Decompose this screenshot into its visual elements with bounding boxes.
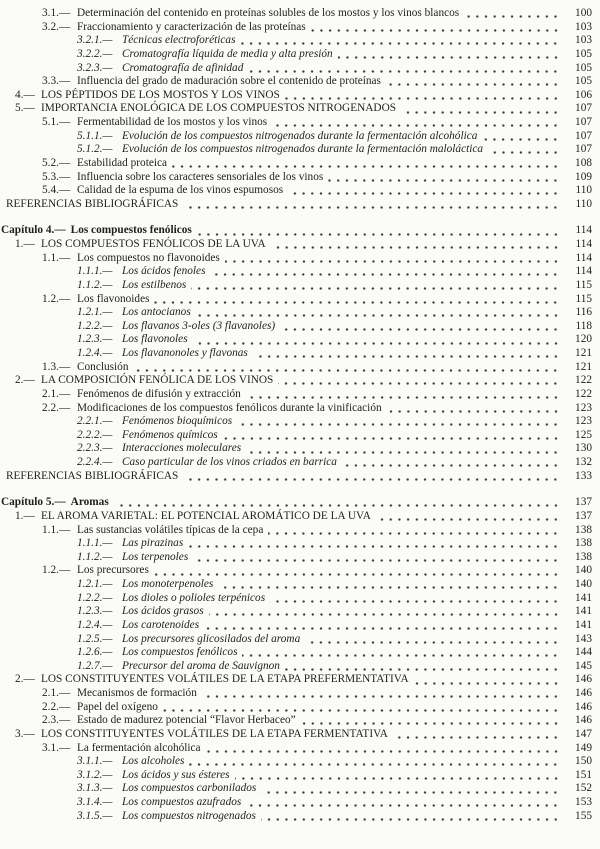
entry-page-number: 122 — [575, 374, 592, 387]
toc-entry — [1, 769, 592, 783]
entry-title: Evolución de los compuestos nitrogenados durante la fermentación maloláctica — [122, 143, 484, 156]
toc-entry — [1, 646, 592, 660]
dot-leader — [272, 124, 560, 127]
dot-leader — [223, 437, 560, 440]
dot-leader — [278, 382, 560, 385]
entry-title: Los flavanonoles y flavonas — [122, 347, 248, 359]
toc-entry — [1, 524, 592, 538]
dot-leader — [393, 736, 560, 739]
toc-entry — [1, 537, 592, 551]
dot-leader — [204, 627, 560, 630]
entry-page-number: 103 — [575, 20, 592, 33]
entry-title: Las sustancias volátiles típicas de la cepa — [77, 523, 264, 536]
entry-number: 2.2.— — [42, 700, 71, 713]
entry-title: Los flavonoides — [77, 292, 150, 305]
entry-page-number: 149 — [575, 741, 592, 754]
entry-title: Los flavanos 3-oles (3 flavanoles) — [122, 319, 276, 332]
entry-number: 1.1.2.— — [77, 278, 113, 291]
entry-number: 1.2.1.— — [77, 578, 113, 590]
entry-title: Fenómenos de difusión y extracción — [77, 387, 241, 400]
entry-page-number: 105 — [575, 47, 592, 60]
toc-entry — [1, 592, 592, 606]
dot-leader — [188, 545, 560, 548]
dot-leader — [114, 504, 560, 507]
dot-leader — [338, 56, 560, 59]
dot-leader — [209, 613, 560, 616]
entry-title: Cromatografía de afinidad — [122, 61, 244, 74]
toc-entry — [1, 810, 592, 824]
dot-leader — [311, 29, 560, 32]
entry-number: 3.1.3.— — [77, 782, 113, 795]
dot-leader — [376, 518, 560, 521]
dot-leader — [193, 559, 560, 562]
entry-number: 5.2.— — [42, 156, 71, 169]
dot-leader — [342, 464, 560, 467]
entry-page-number: 114 — [575, 251, 592, 264]
toc-entry — [1, 619, 592, 633]
entry-title: Los terpenoles — [122, 550, 189, 563]
toc-entry — [1, 143, 592, 157]
entry-page-number: 114 — [575, 224, 592, 237]
entry-page-number: 146 — [575, 700, 592, 713]
entry-title: Fraccionamiento y caracterización de las proteínas — [77, 20, 306, 33]
dot-leader — [218, 586, 560, 589]
dot-leader — [237, 423, 560, 426]
entry-title: Determinación del contenido en proteínas solubles de los mostos y los vinos blancos — [77, 7, 460, 19]
entry-title: Cromatografía líquida de media y alta presión — [122, 47, 333, 60]
entry-number: 3.2.2.— — [77, 47, 113, 60]
dot-leader — [196, 314, 560, 317]
toc-entry — [1, 673, 592, 687]
entry-number: 4.— — [15, 88, 35, 101]
dot-leader — [225, 260, 560, 263]
entry-title: LOS PÉPTIDOS DE LOS MOSTOS Y LOS VINOS — [41, 88, 280, 101]
dot-leader — [305, 641, 560, 644]
entry-title: Aromas — [70, 496, 109, 509]
dot-leader — [210, 273, 560, 276]
toc-entry — [1, 198, 592, 212]
entry-title: Los ácidos y sus ésteres — [122, 768, 230, 781]
toc-entry — [1, 184, 592, 198]
dot-leader — [464, 15, 560, 18]
toc-entry — [1, 796, 592, 810]
toc-entry — [1, 293, 592, 307]
entry-title: Los precursores glicosilados del aroma — [122, 632, 301, 645]
entry-page-number: 141 — [575, 605, 592, 618]
toc-entry — [1, 171, 592, 185]
dot-leader — [202, 695, 560, 698]
entry-page-number: 141 — [575, 591, 592, 604]
entry-title: Los dioles o polioles terpénicos — [122, 591, 266, 604]
dot-leader — [387, 410, 560, 413]
entry-number: 3.1.1.— — [77, 755, 113, 768]
entry-title: Los ácidos fenoles — [122, 265, 206, 278]
entry-number: 1.2.4.— — [77, 347, 113, 359]
entry-page-number: 132 — [575, 456, 592, 468]
entry-title: Precursor del aroma de Sauvignon — [122, 659, 280, 672]
entry-page-number: 110 — [575, 184, 592, 197]
entry-page-number: 140 — [575, 564, 592, 577]
entry-title: Calidad de la espuma de los vinos espumosos — [77, 184, 284, 197]
dot-leader — [271, 246, 560, 249]
entry-title: Modificaciones de los compuestos fenólicos durante la vinificación — [77, 401, 382, 414]
dot-leader — [246, 451, 560, 454]
entry-page-number: 140 — [575, 578, 592, 590]
entry-number: 1.— — [15, 238, 35, 250]
dot-leader — [253, 355, 560, 358]
dot-leader — [206, 750, 560, 753]
dot-leader — [261, 791, 560, 794]
entry-page-number: 155 — [575, 809, 592, 822]
entry-title: Los compuestos no flavonoides — [77, 251, 220, 264]
entry-page-number: 100 — [575, 7, 592, 19]
entry-title: Los flavonoles — [122, 333, 188, 346]
dot-leader — [242, 654, 560, 657]
entry-title: Influencia sobre los caracteres sensoriales de los vinos — [77, 170, 324, 183]
entry-page-number: 121 — [575, 347, 592, 359]
entry-title: LA COMPOSICIÓN FENÓLICA DE LOS VINOS — [41, 374, 274, 387]
dot-leader — [280, 328, 560, 331]
dot-leader — [270, 600, 560, 603]
entry-number: 2.2.4.— — [77, 456, 113, 468]
entry-page-number: 106 — [575, 88, 592, 101]
entry-title: Los ácidos grasos — [122, 605, 204, 618]
entry-title: Influencia del grado de maduración sobre el contenido de proteínas — [77, 75, 381, 88]
entry-title: REFERENCIAS BIBLIOGRÁFICAS — [6, 197, 179, 210]
entry-page-number: 138 — [575, 537, 592, 550]
toc-entry — [1, 605, 592, 619]
entry-page-number: 137 — [575, 509, 592, 522]
entry-number: 3.— — [15, 727, 35, 740]
dot-leader — [246, 396, 560, 399]
entry-number: 1.2.4.— — [77, 618, 113, 631]
entry-number: 2.2.— — [42, 401, 71, 414]
entry-title: Estado de madurez potencial “Flavor Herbaceo” — [77, 714, 296, 727]
entry-page-number: 151 — [575, 768, 592, 781]
toc-entry — [1, 442, 592, 456]
entry-page-number: 107 — [575, 143, 592, 156]
dot-leader — [197, 233, 560, 236]
dot-leader — [133, 369, 560, 372]
toc-entry — [1, 75, 592, 89]
entry-number: 3.3.— — [42, 75, 71, 88]
entry-title: LOS CONSTITUYENTES VOLÁTILES DE LA ETAPA FERMENTATIVA — [41, 727, 388, 740]
entry-page-number: 103 — [575, 34, 592, 47]
entry-number: 1.2.1.— — [77, 306, 113, 319]
entry-title: Las pirazinas — [122, 537, 184, 550]
toc-entry — [1, 224, 592, 238]
toc-entry — [1, 116, 592, 130]
entry-number: 3.1.— — [42, 7, 71, 19]
dot-leader — [189, 763, 560, 766]
entry-page-number: 115 — [575, 292, 592, 305]
entry-number: 1.2.6.— — [77, 646, 113, 659]
entry-title: Evolución de los compuestos nitrogenados durante la fermentación alcohólica — [122, 129, 478, 142]
toc-entry — [1, 564, 592, 578]
dot-leader — [240, 42, 560, 45]
entry-page-number: 130 — [575, 442, 592, 455]
entry-number: 3.1.— — [42, 741, 71, 754]
entry-number: 1.1.2.— — [77, 550, 113, 563]
entry-title: Conclusión — [77, 360, 129, 373]
entry-number: 5.1.— — [42, 116, 71, 128]
toc-entry — [1, 551, 592, 565]
entry-number: 2.1.— — [42, 687, 71, 699]
entry-number: 1.2.— — [42, 292, 71, 305]
dot-leader — [246, 804, 560, 807]
toc-entry — [1, 34, 592, 48]
entry-title: Caso particular de los vinos criados en barrica — [122, 456, 337, 468]
entry-title: EL AROMA VARIETAL: EL POTENCIAL AROMÁTICO DE LA UVA — [41, 509, 371, 522]
entry-title: Los compuestos carbonilados — [122, 782, 257, 795]
entry-page-number: 141 — [575, 618, 592, 631]
entry-number: 2.— — [15, 374, 35, 387]
dot-leader — [488, 151, 560, 154]
entry-page-number: 152 — [575, 782, 592, 795]
dot-leader — [163, 709, 560, 712]
toc-entry — [1, 347, 592, 361]
entry-number: 3.1.4.— — [77, 796, 113, 808]
entry-number: 3.2.3.— — [77, 61, 113, 74]
entry-page-number: 105 — [575, 61, 592, 74]
dot-leader — [285, 668, 560, 671]
toc-entry — [1, 157, 592, 171]
toc-entry — [1, 89, 592, 103]
toc-entry — [1, 374, 592, 388]
toc-entry — [1, 496, 592, 510]
dot-leader — [401, 111, 560, 114]
entry-number: 5.— — [15, 102, 35, 115]
dot-leader — [183, 478, 560, 481]
entry-number: 1.2.5.— — [77, 632, 113, 645]
entry-title: LOS COMPUESTOS FENÓLICOS DE LA UVA — [41, 238, 266, 250]
entry-number: 5.3.— — [42, 170, 71, 183]
entry-page-number: 107 — [575, 116, 592, 128]
dot-leader — [268, 532, 560, 535]
entry-title: Los monoterpenoles — [122, 578, 214, 590]
entry-number: Capítulo 4.— — [1, 224, 66, 237]
entry-number: 3.1.2.— — [77, 768, 113, 781]
entry-title: La fermentación alcohólica — [77, 741, 201, 754]
entry-title: Fermentabilidad de los mostos y los vinos — [77, 116, 268, 128]
entry-number: 2.2.3.— — [77, 442, 113, 455]
toc-entry — [1, 510, 592, 524]
toc-entry — [1, 265, 592, 279]
dot-leader — [288, 192, 560, 195]
entry-title: Los estilbenos — [122, 278, 187, 291]
toc-entry — [1, 701, 592, 715]
entry-page-number: 133 — [575, 469, 592, 482]
entry-number: 2.3.— — [42, 714, 71, 727]
entry-page-number: 109 — [575, 170, 592, 183]
toc-entry — [1, 755, 592, 769]
entry-page-number: 123 — [575, 401, 592, 414]
entry-title: Los compuestos azufrados — [122, 796, 242, 808]
entry-number: 1.2.— — [42, 564, 71, 577]
entry-title: Los carotenoides — [122, 618, 200, 631]
toc-entry — [1, 306, 592, 320]
dot-leader — [261, 818, 560, 821]
toc-entry — [1, 333, 592, 347]
entry-number: 2.2.1.— — [77, 415, 113, 428]
toc-entry — [1, 252, 592, 266]
dot-leader — [193, 342, 560, 345]
toc-entry — [1, 456, 592, 470]
entry-page-number: 147 — [575, 727, 592, 740]
entry-page-number: 122 — [575, 387, 592, 400]
entry-number: 1.1.1.— — [77, 265, 113, 278]
toc-list — [1, 7, 592, 823]
entry-title: Técnicas electroforéticas — [122, 34, 236, 47]
entry-page-number: 138 — [575, 523, 592, 536]
toc-entry — [1, 633, 592, 647]
toc-entry — [1, 470, 592, 484]
entry-page-number: 144 — [575, 646, 592, 659]
toc-entry — [1, 660, 592, 674]
entry-page-number: 138 — [575, 550, 592, 563]
entry-page-number: 121 — [575, 360, 592, 373]
entry-number: 2.— — [15, 673, 35, 686]
entry-title: Los antocianos — [122, 306, 191, 319]
entry-title: Papel del oxígeno — [77, 700, 158, 713]
entry-number: 1.2.3.— — [77, 605, 113, 618]
entry-number: 1.2.3.— — [77, 333, 113, 346]
entry-number: 2.1.— — [42, 387, 71, 400]
toc-entry — [1, 415, 592, 429]
toc-entry — [1, 7, 592, 21]
toc-entry — [1, 742, 592, 756]
entry-page-number: 114 — [575, 238, 592, 250]
entry-number: 3.1.5.— — [77, 809, 113, 822]
entry-title: Los alcoholes — [122, 755, 185, 768]
entry-number: 5.4.— — [42, 184, 71, 197]
entry-page-number: 150 — [575, 755, 592, 768]
entry-number: 1.2.2.— — [77, 319, 113, 332]
entry-number: Capítulo 5.— — [1, 496, 66, 509]
toc-entry — [1, 388, 592, 402]
dot-leader — [183, 206, 560, 209]
dot-leader — [154, 301, 560, 304]
entry-number: 3.2.— — [42, 20, 71, 33]
entry-page-number: 116 — [575, 306, 592, 319]
entry-number: 1.2.7.— — [77, 659, 113, 672]
toc-entry — [1, 320, 592, 334]
entry-page-number: 118 — [575, 319, 592, 332]
entry-title: Mecanismos de formación — [77, 687, 197, 699]
dot-leader — [248, 70, 560, 73]
entry-page-number: 108 — [575, 156, 592, 169]
dot-leader — [301, 722, 560, 725]
dot-leader — [386, 83, 560, 86]
dot-leader — [154, 573, 560, 576]
entry-number: 3.2.1.— — [77, 34, 113, 47]
entry-number: 1.1.— — [42, 523, 71, 536]
entry-title: IMPORTANCIA ENOLÓGICA DE LOS COMPUESTOS NITROGENADOS — [41, 102, 397, 115]
entry-title: Los compuestos fenólicos — [70, 224, 192, 237]
entry-page-number: 146 — [575, 687, 592, 699]
entry-page-number: 120 — [575, 333, 592, 346]
entry-title: Interacciones moleculares — [122, 442, 242, 455]
entry-title: Fenómenos químicos — [122, 428, 218, 441]
entry-page-number: 137 — [575, 496, 592, 509]
entry-title: Los compuestos fenólicos — [122, 646, 238, 659]
entry-page-number: 123 — [575, 415, 592, 428]
toc-entry — [1, 578, 592, 592]
entry-title: Los precursores — [77, 564, 149, 577]
entry-title: Estabilidad proteica — [77, 156, 168, 169]
toc-entry — [1, 102, 592, 116]
dot-leader — [191, 287, 560, 290]
entry-page-number: 125 — [575, 428, 592, 441]
entry-page-number: 146 — [575, 714, 592, 727]
entry-title: LOS CONSTITUYENTES VOLÁTILES DE LA ETAPA PREFERMENTATIVA — [41, 673, 409, 686]
entry-title: REFERENCIAS BIBLIOGRÁFICAS — [6, 469, 179, 482]
entry-page-number: 107 — [575, 129, 592, 142]
toc-entry — [1, 782, 592, 796]
toc-entry — [1, 361, 592, 375]
entry-number: 1.1.1.— — [77, 537, 113, 550]
toc-entry — [1, 48, 592, 62]
toc-entry — [1, 279, 592, 293]
toc-entry — [1, 21, 592, 35]
entry-number: 5.1.2.— — [77, 143, 113, 156]
entry-page-number: 105 — [575, 75, 592, 88]
entry-page-number: 115 — [575, 278, 592, 291]
toc-entry — [1, 62, 592, 76]
dot-leader — [285, 97, 560, 100]
toc-entry — [1, 714, 592, 728]
toc-entry — [1, 728, 592, 742]
entry-number: 2.2.2.— — [77, 428, 113, 441]
toc-entry — [1, 429, 592, 443]
entry-number: 1.2.2.— — [77, 591, 113, 604]
dot-leader — [172, 165, 560, 168]
entry-number: 1.3.— — [42, 360, 71, 373]
entry-number: 1.— — [15, 509, 35, 522]
toc-entry — [1, 238, 592, 252]
entry-title: Los compuestos nitrogenados — [122, 809, 256, 822]
entry-number: 1.1.— — [42, 251, 71, 264]
entry-page-number: 143 — [575, 632, 592, 645]
entry-title: Fenómenos bioquímicos — [122, 415, 233, 428]
toc-entry — [1, 130, 592, 144]
entry-page-number: 114 — [575, 265, 592, 278]
toc-entry — [1, 402, 592, 416]
dot-leader — [328, 179, 560, 182]
dot-leader — [482, 138, 560, 141]
entry-page-number: 110 — [575, 197, 592, 210]
dot-leader — [414, 682, 560, 685]
entry-page-number: 146 — [575, 673, 592, 686]
toc-entry — [1, 687, 592, 701]
dot-leader — [235, 777, 560, 780]
entry-page-number: 107 — [575, 102, 592, 115]
entry-page-number: 153 — [575, 796, 592, 808]
entry-number: 5.1.1.— — [77, 129, 113, 142]
entry-page-number: 145 — [575, 659, 592, 672]
